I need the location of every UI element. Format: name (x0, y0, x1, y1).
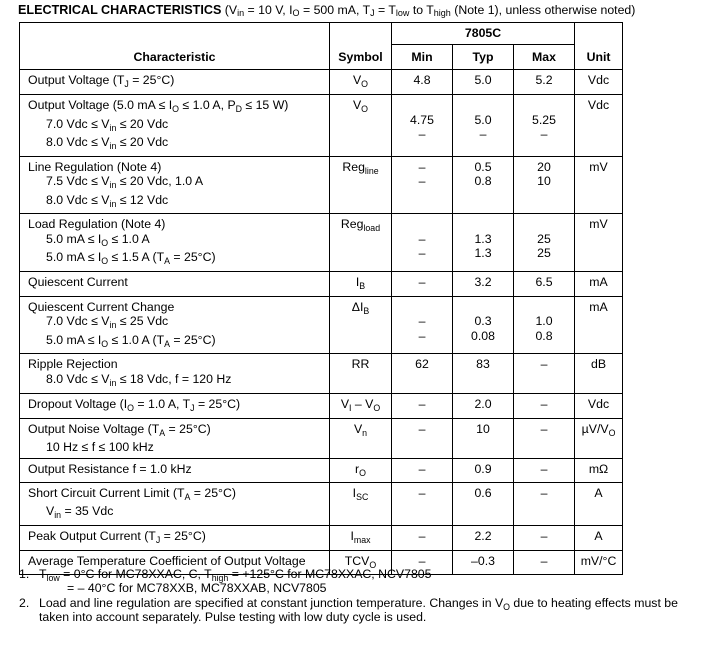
row-characteristic: Load Regulation (Note 4) 5.0 mA ≤ $I_O \le 1.0$ A 5.0 mA ≤ $I_O \le 1.5$ A $(T_A = 25^\circ C)$ (20, 214, 330, 272)
row-min: – (392, 525, 453, 550)
row-unit: A (575, 525, 623, 550)
row-unit: mA (575, 296, 623, 354)
footnote-2: 2. Load and line regulation are specified at constant junction temperature. Changes in $V_O$ due to heating effects must be (19, 596, 678, 612)
header-typ: Typ (453, 45, 514, 70)
row-max: 25 25 (514, 214, 575, 272)
row-typ: –0.3 (453, 550, 514, 574)
footnote-1-line2: = – 40°C for MC78XXB, MC78XXAB, NCV7805 (67, 581, 327, 595)
table-header-row (20, 23, 623, 45)
footnote-1: 1. $T_{low} = 0^\circ C$ for MC78XXAC, C, $T_{high} = +125^\circ C$ for MC78XXAC, NCV7805 (19, 567, 432, 583)
row-symbol: $I_B$ (330, 271, 392, 296)
row-max: – (514, 482, 575, 525)
row-symbol: Reg$_{line}$ (330, 156, 392, 214)
row-max: 1.0 0.8 (514, 296, 575, 354)
row-unit: dB (575, 354, 623, 394)
table-row (20, 482, 623, 525)
row-typ: 0.9 (453, 458, 514, 482)
header-min: Min (392, 45, 453, 70)
row-typ: 1.3 1.3 (453, 214, 514, 272)
row-unit: mV (575, 214, 623, 272)
table-row (20, 394, 623, 419)
row-typ: 2.2 (453, 525, 514, 550)
row-symbol: Reg$_{load}$ (330, 214, 392, 272)
row-characteristic: Output Voltage (5.0 mA ≤ $I_O \le 1.0$ A, $P_D \le 15$ W) 7.0 Vdc ≤ $V_{in} \le 20$ Vdc 8.0 Vdc ≤ $V_{in} \le 20$ Vdc (20, 95, 330, 157)
row-max: – (514, 458, 575, 482)
row-max: 6.5 (514, 271, 575, 296)
row-unit: mV (575, 156, 623, 214)
row-characteristic: Peak Output Current $(T_J = 25^\circ C)$ (20, 525, 330, 550)
row-unit: mV/°C (575, 550, 623, 574)
table-row (20, 458, 623, 482)
row-typ: 2.0 (453, 394, 514, 419)
row-unit: Vdc (575, 70, 623, 95)
heading-title: ELECTRICAL CHARACTERISTICS (18, 3, 222, 17)
row-max: – (514, 525, 575, 550)
section-heading (18, 3, 635, 18)
row-unit: mΩ (575, 458, 623, 482)
row-characteristic: Quiescent Current Change 7.0 Vdc ≤ $V_{in} \le 25$ Vdc 5.0 mA ≤ $I_O \le 1.0$ A $(T_A = 25^\circ C)$ (20, 296, 330, 354)
row-min: 4.75 – (392, 95, 453, 157)
row-min: – – (392, 296, 453, 354)
row-max: – (514, 550, 575, 574)
row-min: – – (392, 214, 453, 272)
row-min: 4.8 (392, 70, 453, 95)
row-typ: 0.3 0.08 (453, 296, 514, 354)
row-typ: 5.0 (453, 70, 514, 95)
row-max: – (514, 394, 575, 419)
row-min: – (392, 418, 453, 458)
row-unit: $\mu V/V_O$ (575, 418, 623, 458)
table-row (20, 156, 623, 214)
row-typ: 0.6 (453, 482, 514, 525)
row-min: – (392, 271, 453, 296)
row-min: 62 (392, 354, 453, 394)
row-max: 5.2 (514, 70, 575, 95)
row-symbol: $I_{SC}$ (330, 482, 392, 525)
row-min: – (392, 550, 453, 574)
row-symbol: $\Delta I_B$ (330, 296, 392, 354)
row-typ: 5.0 – (453, 95, 514, 157)
row-max: 5.25 – (514, 95, 575, 157)
row-symbol: RR (330, 354, 392, 394)
row-unit: mA (575, 271, 623, 296)
table-row (20, 296, 623, 354)
row-characteristic: Output Noise Voltage $(T_A = 25^\circ C)$ 10 Hz ≤ f ≤ 100 kHz (20, 418, 330, 458)
table-row (20, 214, 623, 272)
row-characteristic: Short Circuit Current Limit $(T_A = 25^\circ C)$ $V_{in} = 35$ Vdc (20, 482, 330, 525)
header-unit: Unit (575, 23, 623, 70)
row-characteristic: Output Voltage $(T_J = 25^\circ C)$ (20, 70, 330, 95)
row-characteristic: Output Resistance f = 1.0 kHz (20, 458, 330, 482)
row-unit: Vdc (575, 95, 623, 157)
row-characteristic: Line Regulation (Note 4) 7.5 Vdc ≤ $V_{in} \le 20$ Vdc, 1.0 A 8.0 Vdc ≤ $V_{in} \le 12$ Vdc (20, 156, 330, 214)
row-typ: 0.5 0.8 (453, 156, 514, 214)
header-part-number: 7805C (392, 23, 575, 45)
row-characteristic: Quiescent Current (20, 271, 330, 296)
row-typ: 10 (453, 418, 514, 458)
row-unit: A (575, 482, 623, 525)
electrical-characteristics-table (19, 22, 623, 575)
table-row (20, 70, 623, 95)
row-max: – (514, 418, 575, 458)
header-symbol: Symbol (330, 23, 392, 70)
row-typ: 83 (453, 354, 514, 394)
row-max: – (514, 354, 575, 394)
row-symbol: $r_O$ (330, 458, 392, 482)
row-symbol: $TCV_O$ (330, 550, 392, 574)
header-characteristic: Characteristic (20, 23, 330, 70)
heading-conditions: ($V_{in} = 10$ V, $I_O = 500$ mA, $T_J = T_{low}$ to $T_{high}$ (Note 1), unless otherwise noted) (221, 3, 636, 18)
row-symbol: $I_{max}$ (330, 525, 392, 550)
row-min: – (392, 394, 453, 419)
row-characteristic: Average Temperature Coefficient of Output Voltage (20, 550, 330, 574)
row-unit: Vdc (575, 394, 623, 419)
table-row (20, 271, 623, 296)
row-typ: 3.2 (453, 271, 514, 296)
table-row (20, 418, 623, 458)
row-min: – – (392, 156, 453, 214)
row-characteristic: Dropout Voltage ($I_O = 1.0$ A, $T_J = 25^\circ C$) (20, 394, 330, 419)
table-row (20, 354, 623, 394)
row-symbol: $V_n$ (330, 418, 392, 458)
row-symbol: $V_I - V_O$ (330, 394, 392, 419)
row-min: – (392, 458, 453, 482)
row-characteristic: Ripple Rejection 8.0 Vdc ≤ $V_{in} \le 18$ Vdc, f = 120 Hz (20, 354, 330, 394)
row-symbol: $V_O$ (330, 70, 392, 95)
footnote-2-line2: taken into account separately. Pulse testing with low duty cycle is used. (39, 610, 427, 624)
table-row (20, 95, 623, 157)
row-max: 20 10 (514, 156, 575, 214)
table-row (20, 525, 623, 550)
row-min: – (392, 482, 453, 525)
row-symbol: $V_O$ (330, 95, 392, 157)
header-max: Max (514, 45, 575, 70)
